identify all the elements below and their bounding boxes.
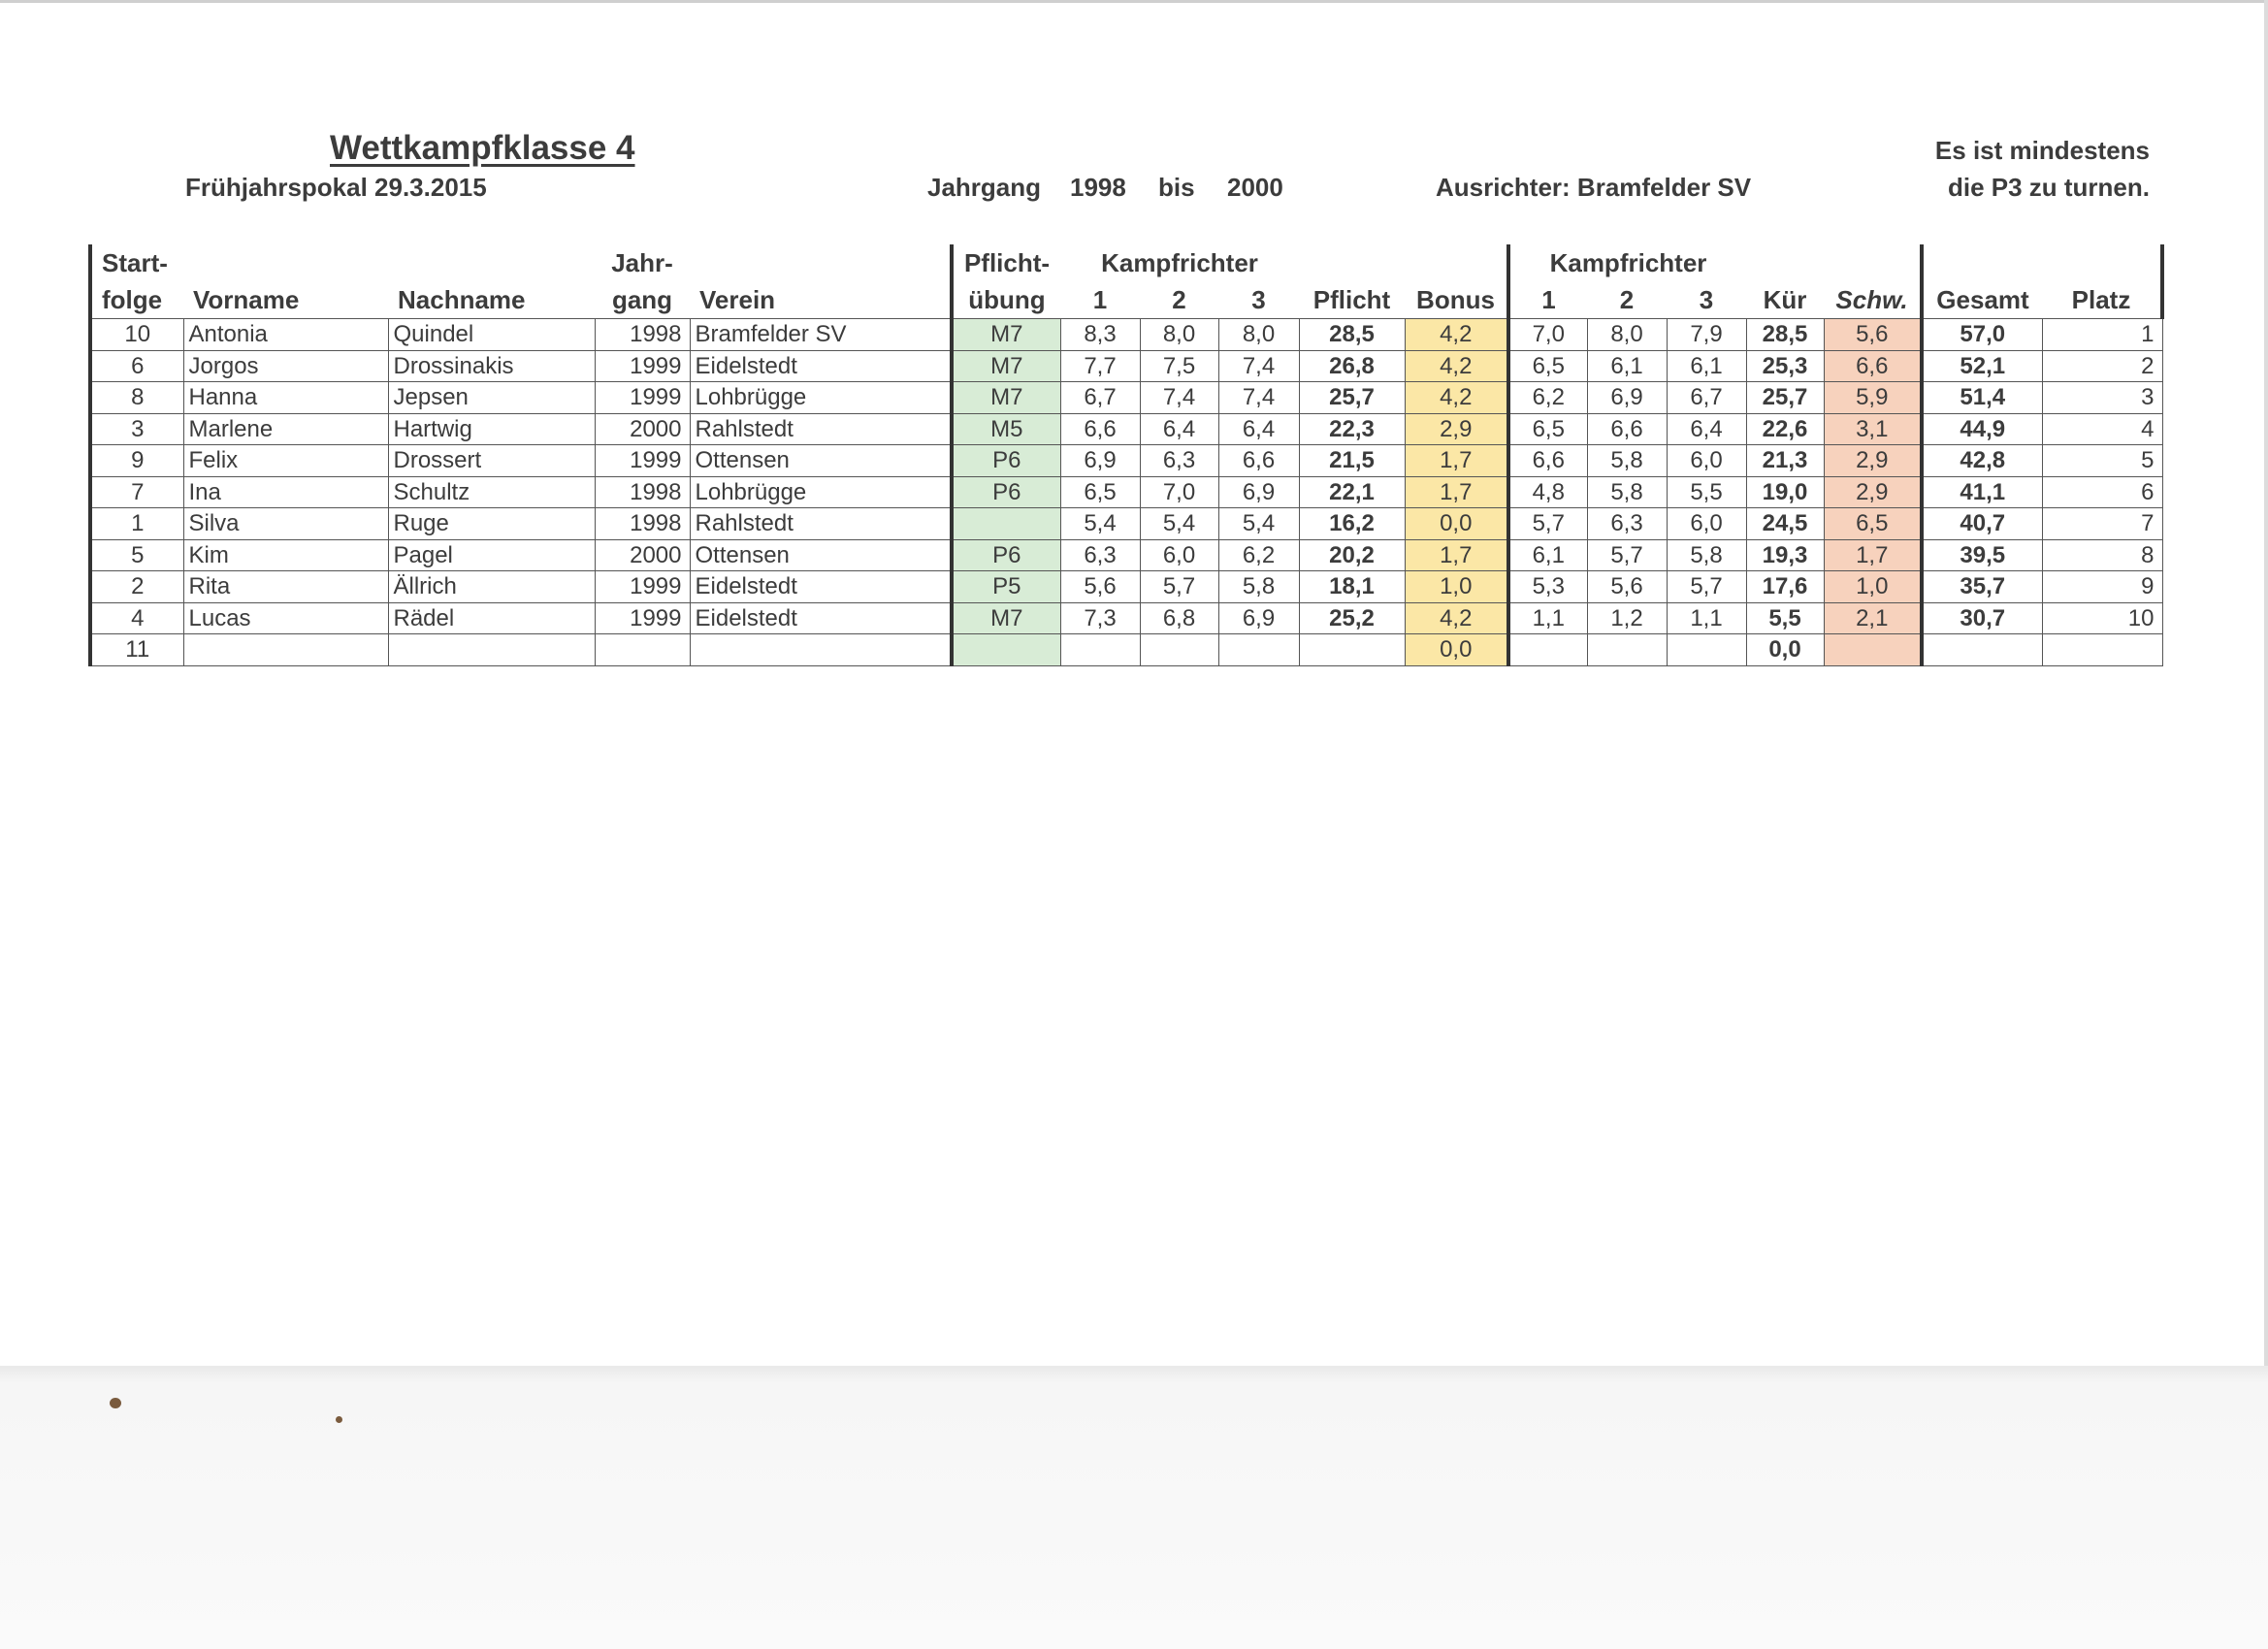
nachname-cell: Jepsen	[388, 382, 595, 414]
nachname-cell: Schultz	[388, 476, 595, 508]
col-uebung-top: Pflicht-	[952, 244, 1060, 281]
paper-speck	[110, 1398, 121, 1408]
bonus-cell: 1,7	[1405, 539, 1508, 571]
verein-cell: Lohbrügge	[690, 476, 952, 508]
kampfrichter-1-cell	[1060, 634, 1140, 666]
kuer-kampfrichter-3-cell: 7,9	[1667, 319, 1746, 351]
jahrgang-cell: 1999	[595, 350, 690, 382]
kuer-score-cell: 25,7	[1746, 382, 1824, 414]
bonus-cell: 0,0	[1405, 634, 1508, 666]
kuer-score-cell: 24,5	[1746, 508, 1824, 540]
kampfrichter-2-cell: 6,3	[1140, 445, 1218, 477]
gesamt-cell	[1922, 634, 2042, 666]
kuer-kampfrichter-2-cell: 5,6	[1587, 571, 1667, 603]
organizer-label: Ausrichter: Bramfelder SV	[1436, 173, 1752, 202]
table-row	[90, 319, 2162, 351]
nachname-cell: Ällrich	[388, 571, 595, 603]
kuer-kampfrichter-1-cell: 7,0	[1508, 319, 1587, 351]
gesamt-cell: 30,7	[1922, 602, 2042, 634]
bonus-cell: 4,2	[1405, 350, 1508, 382]
col-kampfrichter-pflicht: Kampfrichter	[1101, 248, 1258, 277]
kuer-kampfrichter-1-cell: 4,8	[1508, 476, 1587, 508]
vorname-cell: Antonia	[183, 319, 388, 351]
start-cell: 2	[90, 571, 183, 603]
nachname-cell: Quindel	[388, 319, 595, 351]
bonus-cell: 4,2	[1405, 319, 1508, 351]
jahrgang-cell: 1999	[595, 382, 690, 414]
verein-cell: Ottensen	[690, 445, 952, 477]
kuer-score-cell: 25,3	[1746, 350, 1824, 382]
kampfrichter-3-cell: 8,0	[1218, 319, 1299, 351]
col-jahr-top: Jahr-	[611, 248, 673, 277]
gesamt-cell: 42,8	[1922, 445, 2042, 477]
kuer-kampfrichter-3-cell: 6,4	[1667, 413, 1746, 445]
kuer-kampfrichter-3-cell: 6,7	[1667, 382, 1746, 414]
gesamt-cell: 52,1	[1922, 350, 2042, 382]
col-kk3: 3	[1699, 285, 1714, 314]
schwierigkeit-cell: 5,6	[1824, 319, 1922, 351]
gesamt-cell: 51,4	[1922, 382, 2042, 414]
pflicht-score-cell: 16,2	[1299, 508, 1405, 540]
kampfrichter-2-cell: 6,4	[1140, 413, 1218, 445]
competition-subtitle: Frühjahrspokal 29.3.2015	[185, 173, 487, 202]
table-row	[90, 634, 2162, 666]
header-row-1	[90, 244, 2162, 281]
scan-edge-right	[2264, 0, 2268, 1368]
table-row	[90, 602, 2162, 634]
col-bonus: Bonus	[1416, 285, 1495, 314]
kuer-kampfrichter-3-cell: 6,0	[1667, 508, 1746, 540]
schwierigkeit-cell: 2,9	[1824, 476, 1922, 508]
bonus-cell: 1,7	[1405, 445, 1508, 477]
col-gesamt: Gesamt	[1922, 281, 2042, 319]
vorname-cell: Marlene	[183, 413, 388, 445]
jahrgang-to: 2000	[1227, 173, 1283, 202]
kampfrichter-3-cell: 7,4	[1218, 350, 1299, 382]
col-vorname: Vorname	[193, 285, 300, 314]
pflicht-score-cell: 22,3	[1299, 413, 1405, 445]
kuer-kampfrichter-2-cell: 6,3	[1587, 508, 1667, 540]
platz-cell: 6	[2042, 476, 2162, 508]
col-nachname: Nachname	[398, 285, 526, 314]
kampfrichter-1-cell: 6,6	[1060, 413, 1140, 445]
note-line-2: die P3 zu turnen.	[1947, 173, 2150, 202]
verein-cell: Ottensen	[690, 539, 952, 571]
verein-cell: Eidelstedt	[690, 571, 952, 603]
jahrgang-label: Jahrgang	[927, 173, 1042, 202]
vorname-cell	[183, 634, 388, 666]
table-row	[90, 413, 2162, 445]
jahrgang-cell: 2000	[595, 539, 690, 571]
kampfrichter-2-cell: 6,0	[1140, 539, 1218, 571]
platz-cell: 10	[2042, 602, 2162, 634]
table-row	[90, 350, 2162, 382]
kampfrichter-1-cell: 5,4	[1060, 508, 1140, 540]
start-cell: 9	[90, 445, 183, 477]
nachname-cell	[388, 634, 595, 666]
platz-cell: 3	[2042, 382, 2162, 414]
nachname-cell: Pagel	[388, 539, 595, 571]
kampfrichter-3-cell: 6,9	[1218, 602, 1299, 634]
bonus-cell: 4,2	[1405, 382, 1508, 414]
platz-cell: 9	[2042, 571, 2162, 603]
col-jahr-bottom: gang	[611, 285, 673, 314]
start-cell: 1	[90, 508, 183, 540]
uebung-cell	[952, 508, 1060, 540]
table-row	[90, 539, 2162, 571]
start-cell: 8	[90, 382, 183, 414]
nachname-cell: Drossert	[388, 445, 595, 477]
platz-cell: 5	[2042, 445, 2162, 477]
schwierigkeit-cell	[1824, 634, 1922, 666]
vorname-cell: Jorgos	[183, 350, 388, 382]
schwierigkeit-cell: 3,1	[1824, 413, 1922, 445]
uebung-cell: P5	[952, 571, 1060, 603]
jahrgang-bis: bis	[1158, 173, 1195, 202]
kuer-kampfrichter-1-cell: 6,5	[1508, 413, 1587, 445]
kuer-score-cell: 22,6	[1746, 413, 1824, 445]
bonus-cell: 0,0	[1405, 508, 1508, 540]
uebung-cell: P6	[952, 539, 1060, 571]
kuer-score-cell: 28,5	[1746, 319, 1824, 351]
jahrgang-cell: 1998	[595, 508, 690, 540]
col-kampfrichter-kuer: Kampfrichter	[1508, 244, 1746, 281]
col-pflicht: Pflicht	[1312, 285, 1391, 314]
col-kk2: 2	[1619, 285, 1635, 314]
table-row	[90, 445, 2162, 477]
kuer-score-cell: 5,5	[1746, 602, 1824, 634]
kuer-kampfrichter-1-cell: 5,7	[1508, 508, 1587, 540]
platz-cell	[2042, 634, 2162, 666]
table-row	[90, 571, 2162, 603]
kuer-kampfrichter-2-cell: 5,8	[1587, 476, 1667, 508]
paper-speck	[336, 1416, 342, 1423]
pflicht-score-cell	[1299, 634, 1405, 666]
col-k3: 3	[1251, 285, 1266, 314]
vorname-cell: Felix	[183, 445, 388, 477]
bonus-cell: 1,0	[1405, 571, 1508, 603]
scan-edge-top	[0, 0, 2268, 3]
jahrgang-cell: 2000	[595, 413, 690, 445]
kuer-kampfrichter-2-cell	[1587, 634, 1667, 666]
uebung-cell: P6	[952, 445, 1060, 477]
vorname-cell: Silva	[183, 508, 388, 540]
gesamt-cell: 35,7	[1922, 571, 2042, 603]
schwierigkeit-cell: 6,5	[1824, 508, 1922, 540]
kuer-kampfrichter-1-cell: 6,5	[1508, 350, 1587, 382]
kuer-kampfrichter-2-cell: 6,6	[1587, 413, 1667, 445]
kuer-kampfrichter-2-cell: 6,1	[1587, 350, 1667, 382]
pflicht-score-cell: 28,5	[1299, 319, 1405, 351]
kampfrichter-2-cell: 5,4	[1140, 508, 1218, 540]
start-cell: 5	[90, 539, 183, 571]
kuer-score-cell: 21,3	[1746, 445, 1824, 477]
kampfrichter-1-cell: 7,3	[1060, 602, 1140, 634]
kampfrichter-3-cell: 6,4	[1218, 413, 1299, 445]
schwierigkeit-cell: 6,6	[1824, 350, 1922, 382]
kampfrichter-2-cell	[1140, 634, 1218, 666]
kuer-score-cell: 17,6	[1746, 571, 1824, 603]
kuer-kampfrichter-2-cell: 5,8	[1587, 445, 1667, 477]
gesamt-cell: 57,0	[1922, 319, 2042, 351]
kuer-kampfrichter-2-cell: 8,0	[1587, 319, 1667, 351]
kampfrichter-1-cell: 6,9	[1060, 445, 1140, 477]
kampfrichter-1-cell: 7,7	[1060, 350, 1140, 382]
kampfrichter-2-cell: 7,0	[1140, 476, 1218, 508]
schwierigkeit-cell: 5,9	[1824, 382, 1922, 414]
col-kuer: Kür	[1763, 285, 1807, 314]
note-line-1: Es ist mindestens	[1934, 136, 2150, 165]
kuer-kampfrichter-3-cell: 5,7	[1667, 571, 1746, 603]
verein-cell: Rahlstedt	[690, 413, 952, 445]
pflicht-score-cell: 18,1	[1299, 571, 1405, 603]
jahrgang-from: 1998	[1070, 173, 1126, 202]
kuer-kampfrichter-1-cell: 5,3	[1508, 571, 1587, 603]
kuer-kampfrichter-3-cell: 1,1	[1667, 602, 1746, 634]
jahrgang-cell	[595, 634, 690, 666]
kuer-score-cell: 19,0	[1746, 476, 1824, 508]
platz-cell: 4	[2042, 413, 2162, 445]
kampfrichter-1-cell: 6,5	[1060, 476, 1140, 508]
pflicht-score-cell: 21,5	[1299, 445, 1405, 477]
uebung-cell: M7	[952, 319, 1060, 351]
platz-cell: 1	[2042, 319, 2162, 351]
start-cell: 3	[90, 413, 183, 445]
results-table	[88, 244, 2164, 666]
kuer-kampfrichter-3-cell: 6,1	[1667, 350, 1746, 382]
vorname-cell: Rita	[183, 571, 388, 603]
uebung-cell	[952, 634, 1060, 666]
kuer-kampfrichter-1-cell: 6,6	[1508, 445, 1587, 477]
kampfrichter-3-cell: 5,8	[1218, 571, 1299, 603]
kuer-kampfrichter-3-cell: 5,8	[1667, 539, 1746, 571]
pflicht-score-cell: 26,8	[1299, 350, 1405, 382]
col-verein: Verein	[699, 285, 776, 314]
table-row	[90, 508, 2162, 540]
kampfrichter-1-cell: 6,7	[1060, 382, 1140, 414]
platz-cell: 7	[2042, 508, 2162, 540]
kuer-kampfrichter-2-cell: 5,7	[1587, 539, 1667, 571]
pflicht-score-cell: 25,2	[1299, 602, 1405, 634]
jahrgang-cell: 1999	[595, 445, 690, 477]
kampfrichter-2-cell: 5,7	[1140, 571, 1218, 603]
col-platz: Platz	[2042, 281, 2162, 319]
kampfrichter-3-cell: 6,9	[1218, 476, 1299, 508]
verein-cell: Lohbrügge	[690, 382, 952, 414]
kampfrichter-2-cell: 7,4	[1140, 382, 1218, 414]
jahrgang-cell: 1999	[595, 602, 690, 634]
verein-cell	[690, 634, 952, 666]
vorname-cell: Ina	[183, 476, 388, 508]
kampfrichter-3-cell: 5,4	[1218, 508, 1299, 540]
schwierigkeit-cell: 2,1	[1824, 602, 1922, 634]
col-kk1: 1	[1508, 281, 1587, 319]
kuer-kampfrichter-1-cell: 1,1	[1508, 602, 1587, 634]
start-cell: 10	[90, 319, 183, 351]
kampfrichter-1-cell: 6,3	[1060, 539, 1140, 571]
col-uebung-bottom: übung	[952, 281, 1060, 319]
kuer-kampfrichter-3-cell: 5,5	[1667, 476, 1746, 508]
vorname-cell: Lucas	[183, 602, 388, 634]
verein-cell: Rahlstedt	[690, 508, 952, 540]
col-start-bottom: folge	[90, 281, 183, 319]
platz-cell: 2	[2042, 350, 2162, 382]
kampfrichter-2-cell: 6,8	[1140, 602, 1218, 634]
kuer-kampfrichter-1-cell: 6,2	[1508, 382, 1587, 414]
verein-cell: Eidelstedt	[690, 350, 952, 382]
jahrgang-cell: 1999	[595, 571, 690, 603]
pflicht-score-cell: 25,7	[1299, 382, 1405, 414]
gesamt-cell: 39,5	[1922, 539, 2042, 571]
vorname-cell: Hanna	[183, 382, 388, 414]
kuer-score-cell: 0,0	[1746, 634, 1824, 666]
kampfrichter-3-cell: 6,2	[1218, 539, 1299, 571]
start-cell: 11	[90, 634, 183, 666]
col-start-top: Start-	[90, 244, 183, 281]
bonus-cell: 4,2	[1405, 602, 1508, 634]
nachname-cell: Drossinakis	[388, 350, 595, 382]
kampfrichter-3-cell	[1218, 634, 1299, 666]
header-row-2	[90, 281, 2162, 319]
col-k1: 1	[1092, 285, 1108, 314]
nachname-cell: Rädel	[388, 602, 595, 634]
kampfrichter-1-cell: 8,3	[1060, 319, 1140, 351]
kampfrichter-2-cell: 7,5	[1140, 350, 1218, 382]
uebung-cell: M7	[952, 602, 1060, 634]
kuer-kampfrichter-3-cell	[1667, 634, 1746, 666]
uebung-cell: P6	[952, 476, 1060, 508]
platz-cell: 8	[2042, 539, 2162, 571]
uebung-cell: M7	[952, 382, 1060, 414]
bonus-cell: 2,9	[1405, 413, 1508, 445]
start-cell: 7	[90, 476, 183, 508]
col-k2: 2	[1172, 285, 1186, 314]
schwierigkeit-cell: 1,7	[1824, 539, 1922, 571]
col-schw: Schw.	[1835, 285, 1908, 314]
gesamt-cell: 40,7	[1922, 508, 2042, 540]
nachname-cell: Hartwig	[388, 413, 595, 445]
uebung-cell: M7	[952, 350, 1060, 382]
scan-lower-band	[0, 1366, 2268, 1649]
jahrgang-cell: 1998	[595, 476, 690, 508]
table-row	[90, 382, 2162, 414]
gesamt-cell: 41,1	[1922, 476, 2042, 508]
page-title: Wettkampfklasse 4	[330, 129, 635, 167]
kampfrichter-2-cell: 8,0	[1140, 319, 1218, 351]
nachname-cell: Ruge	[388, 508, 595, 540]
pflicht-score-cell: 20,2	[1299, 539, 1405, 571]
gesamt-cell: 44,9	[1922, 413, 2042, 445]
kuer-score-cell: 19,3	[1746, 539, 1824, 571]
verein-cell: Bramfelder SV	[690, 319, 952, 351]
kuer-kampfrichter-3-cell: 6,0	[1667, 445, 1746, 477]
kuer-kampfrichter-2-cell: 1,2	[1587, 602, 1667, 634]
kampfrichter-1-cell: 5,6	[1060, 571, 1140, 603]
schwierigkeit-cell: 2,9	[1824, 445, 1922, 477]
kampfrichter-3-cell: 6,6	[1218, 445, 1299, 477]
kampfrichter-3-cell: 7,4	[1218, 382, 1299, 414]
pflicht-score-cell: 22,1	[1299, 476, 1405, 508]
start-cell: 4	[90, 602, 183, 634]
start-cell: 6	[90, 350, 183, 382]
bonus-cell: 1,7	[1405, 476, 1508, 508]
vorname-cell: Kim	[183, 539, 388, 571]
kuer-kampfrichter-2-cell: 6,9	[1587, 382, 1667, 414]
table-row	[90, 476, 2162, 508]
uebung-cell: M5	[952, 413, 1060, 445]
schwierigkeit-cell: 1,0	[1824, 571, 1922, 603]
kuer-kampfrichter-1-cell	[1508, 634, 1587, 666]
jahrgang-cell: 1998	[595, 319, 690, 351]
verein-cell: Eidelstedt	[690, 602, 952, 634]
kuer-kampfrichter-1-cell: 6,1	[1508, 539, 1587, 571]
